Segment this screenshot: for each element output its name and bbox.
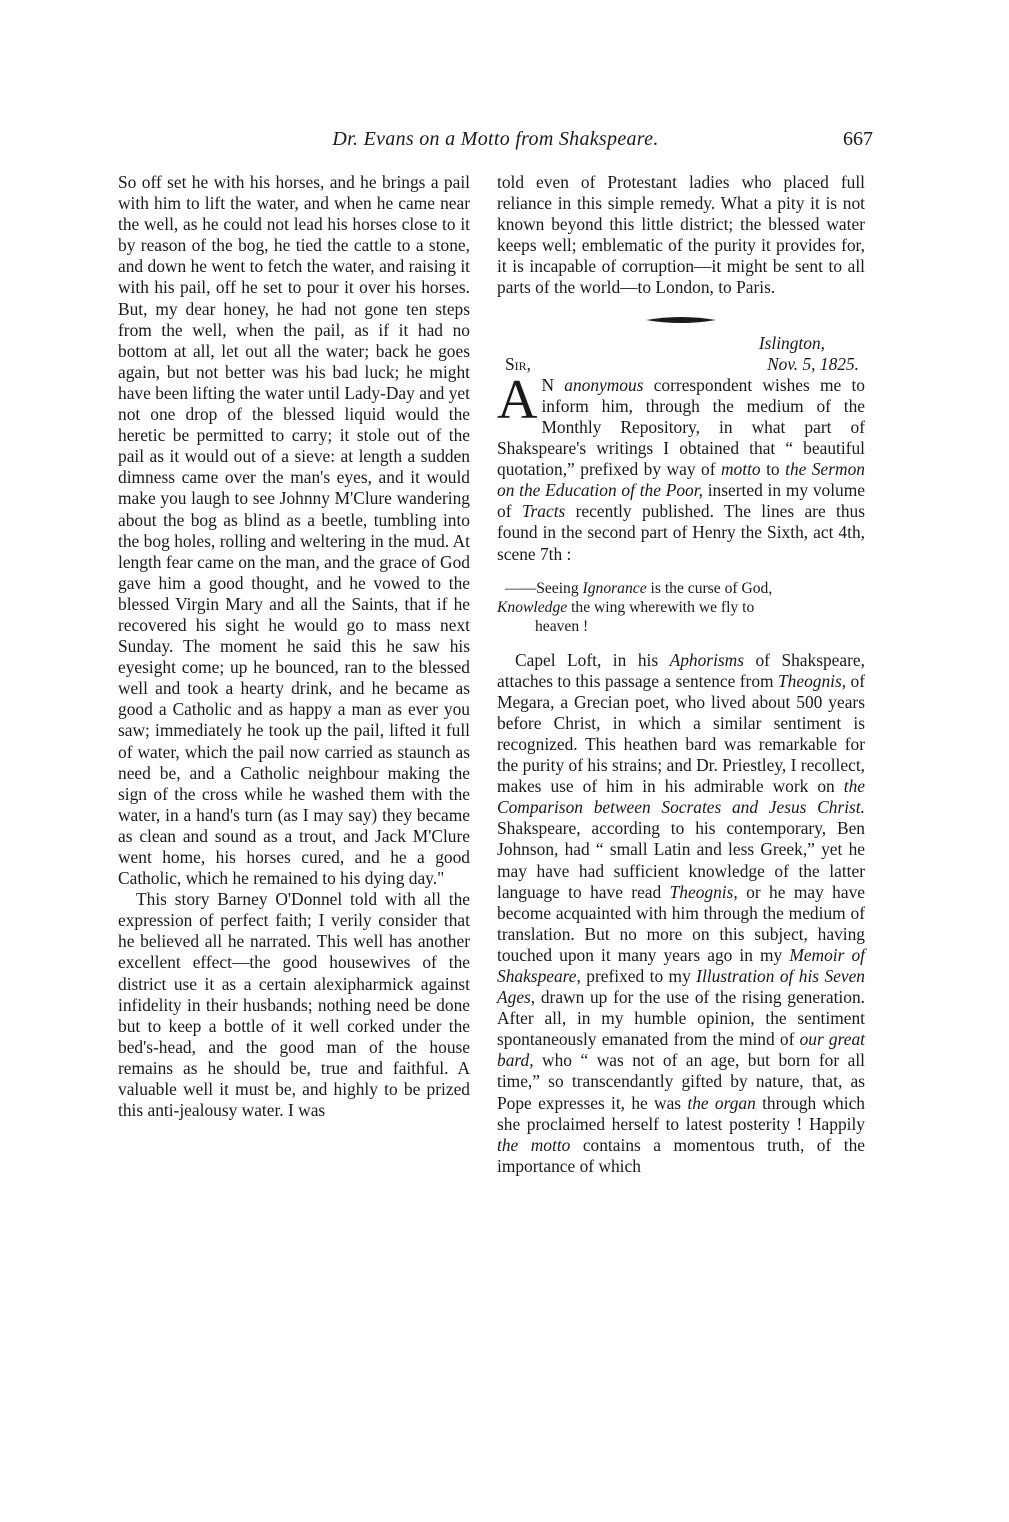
drop-cap: A (497, 368, 538, 431)
left-column (118, 172, 470, 1121)
letter-place: Islington, (758, 332, 825, 353)
story-paragraph: So off set he with his horses, and he brings a pail with him to lift the water, and when he came near the well, as he could not lead his horses close to it by reason of the bog, he tied the cattle to a stone, and down he went to fetch the water, and raising it with his pail, off he set to pour it over his horses. But, my dear honey, he had not gone ten steps from the well, when the pail, as if it had no bottom at all, let out all the water; back he goes again, but not better was his bad luck; he might have been lifting the water until Lady-Day and yet not one drop of the blessed liquid would the heretic be permitted to carry; it stole out of the pail as it would out of a sieve: at length a sudden dimness came over the man's eyes, and it would make you laugh to see Johnny M'Clure wandering about the bog as blind as a beetle, tumbling into the bog holes, rolling and weltering in the mud. At length fear came on the man, and the grace of God gave him a good thought, and he vowed to the blessed Virgin Mary and all the Saints, that if he recovered his sight he would go to mass next Sunday. The moment he said this he saw his eyesight come; up he bounced, ran to the blessed well and took a hearty drink, and he became as good a Catholic and as happy a man as ever you saw; immediately he took up the pail, lifted it full of water, which the pail now carried as staunch as need be, and a Catholic neighbour making the sign of the cross while he washed them with the water, in a hand's turn (as I may say) they became as clean and sound as a trout, and Jack M'Clure went home, his horses cured, and he a good Catholic, which he remained to his dying day." (118, 172, 471, 889)
letter-dateline (497, 333, 865, 375)
running-head (118, 128, 873, 156)
block-quotation: ——Seeing Ignorance is the curse of God, Knowledge the wing wherewith we fly to heaven ! (497, 579, 773, 635)
capel-loft-paragraph: Capel Loft, in his Aphorisms of Shakspeare, attaches to this passage a sentence from Theognis, of Megara, a Grecian poet, who lived about 500 years before Christ, in which a similar sentiment is recognized. This heathen bard was remarkable for the purity of his strains; and Dr. Priestley, I recollect, makes use of him in his admirable work on the Comparison between Socrates and Jesus Christ. Shakspeare, according to his contemporary, Ben Johnson, had “ small Latin and less Greek,” yet he may have had sufficient knowledge of the latter language to have read Theognis, or he may have become acquainted with him through the medium of translation. But no more on this subject, having touched upon it many years ago in my Memoir of Shakspeare, prefixed to my Illustration of his Seven Ages, drawn up for the use of the rising generation. After all, in my humble opinion, the sentiment spontaneously emanated from the mind of our great bard, who “ was not of an age, but born for all time,” so transcendantly gifted by nature, that, as Pope expresses it, he was the organ through which she proclaimed herself to latest posterity ! Happily the motto contains a momentous truth, of the importance of which (497, 649, 866, 1176)
section-divider-ornament (646, 315, 716, 325)
letter-salutation: Sir, (505, 353, 532, 374)
letter-date: Nov. 5, 1825. (767, 353, 859, 374)
page-number: 667 (843, 128, 873, 150)
right-column (497, 172, 865, 1177)
story-conclusion-paragraph: told even of Protestant ladies who placed full reliance in this simple remedy. What a pity it is not known beyond this little district; the blessed water keeps well; emblematic of the purity it provides for, it is incapable of corruption—it might be sent to all parts of the world—to London, to Paris. (497, 172, 865, 298)
letter-paragraph: A N anonymous correspondent wishes me to inform him, through the medium of the Monthly Repository, in what part of Shakspeare's writings I obtained that “ beautiful quotation,” prefixed by way of motto to the Sermon on the Education of the Poor, inserted in my volume of Tracts recently published. The lines are thus found in the second part of Henry the Sixth, act 4th, scene 7th : (497, 368, 865, 564)
commentary-paragraph: This story Barney O'Donnel told with all the expression of perfect faith; I verily consider that he believed all he narrated. This well has another excellent effect—the good housewives of the district use it as a certain alexipharmick against infidelity in their husbands; nothing need be done but to keep a bottle of it well corked under the bed's-head, and the good man of the house remains as he should be, true and faithful. A valuable well it must be, and highly to be prized this anti-jealousy water. I was (118, 889, 470, 1121)
running-title: Dr. Evans on a Motto from Shakspeare. (332, 128, 659, 150)
